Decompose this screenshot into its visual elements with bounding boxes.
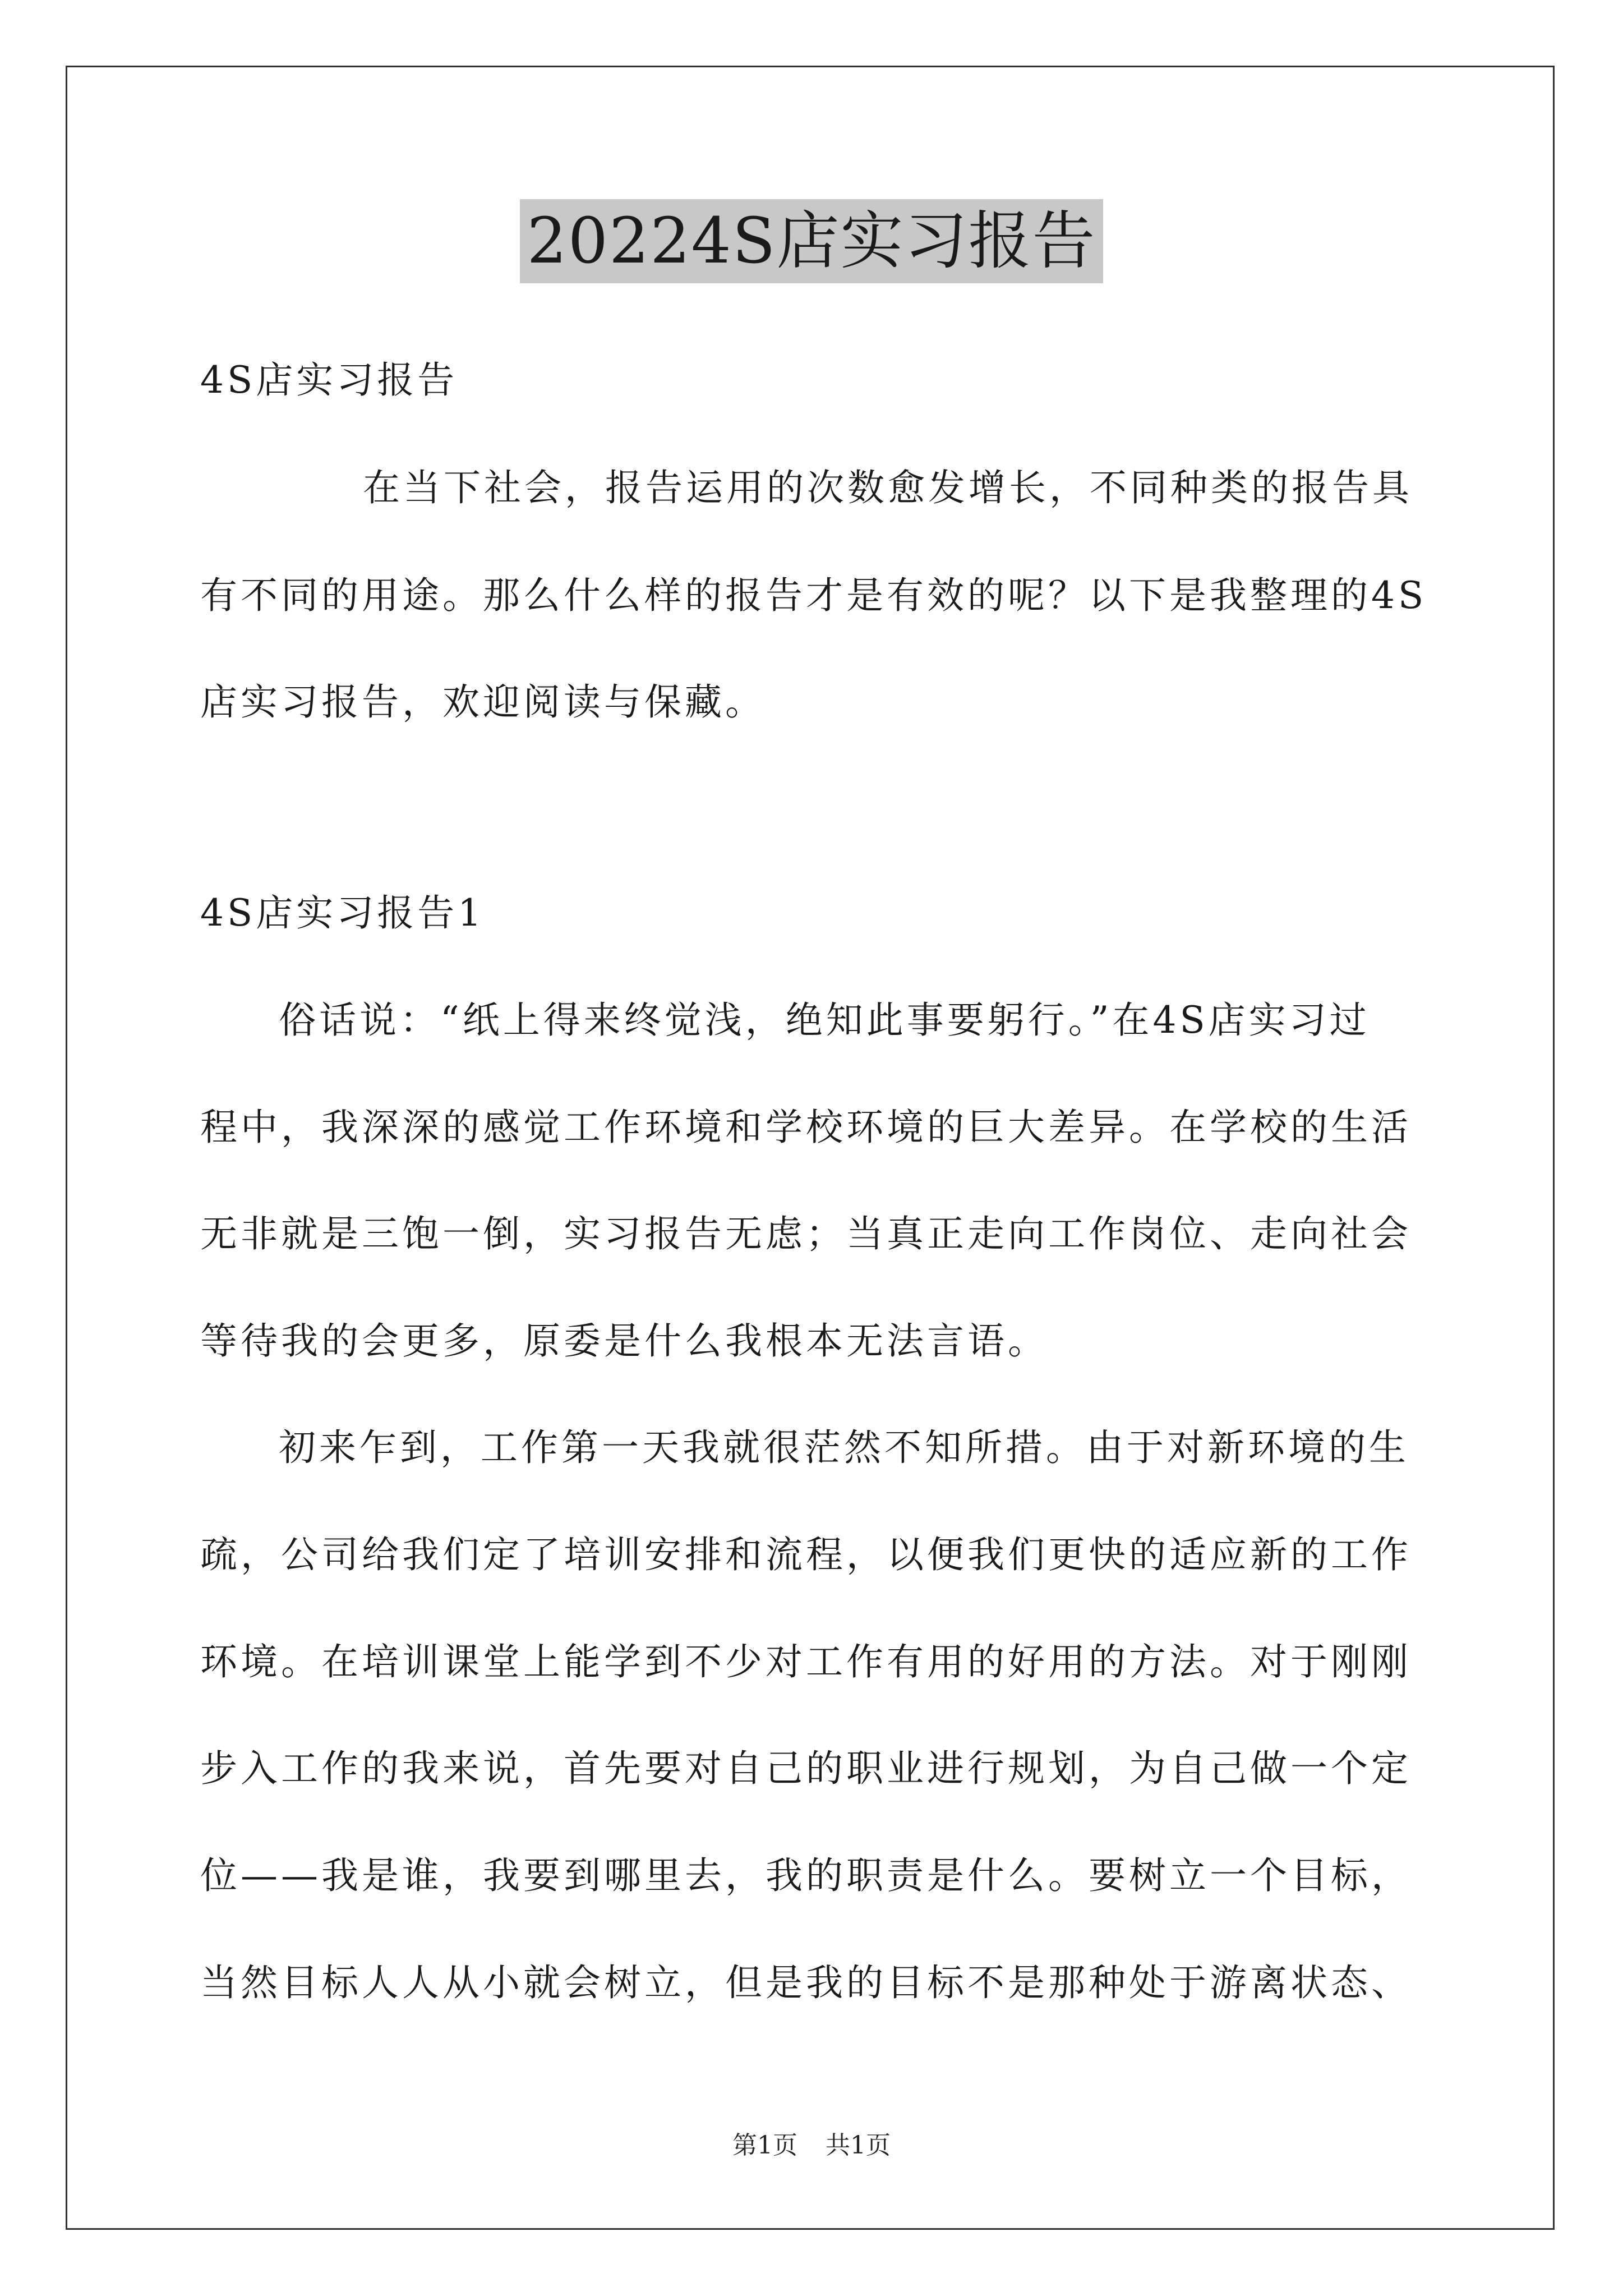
title-container — [0, 199, 1623, 283]
intro-line: 店实习报告，欢迎阅读与保藏。 — [200, 680, 766, 724]
intro-line: 在当下社会，报告运用的次数愈发增长，不同种类的报告具 — [363, 466, 1413, 509]
page-footer — [0, 2129, 1623, 2162]
paragraph-line: 位——我是谁，我要到哪里去，我的职责是什么。要树立一个目标， — [200, 1854, 1412, 1897]
paragraph-line: 步入工作的我来说，首先要对自己的职业进行规划，为自己做一个定 — [200, 1747, 1412, 1790]
paragraph-line: 程中，我深深的感觉工作环境和学校环境的巨大差异。在学校的生活 — [200, 1106, 1412, 1149]
page-total: 共1页 — [826, 2131, 891, 2160]
paragraph-line: 无非就是三饱一倒，实习报告无虑；当真正走向工作岗位、走向社会 — [200, 1212, 1412, 1255]
paragraph-line: 疏，公司给我们定了培训安排和流程，以便我们更快的适应新的工作 — [200, 1533, 1412, 1576]
section-heading: 4S店实习报告1 — [200, 891, 485, 935]
paragraph-line: 环境。在培训课堂上能学到不少对工作有用的好用的方法。对于刚刚 — [200, 1640, 1412, 1683]
paragraph-line: 当然目标人人从小就会树立，但是我的目标不是那种处于游离状态、 — [200, 1961, 1412, 2004]
document-title: 20224S店实习报告 — [520, 199, 1103, 283]
page-number: 第1页 — [732, 2131, 797, 2160]
document-subtitle: 4S店实习报告 — [200, 358, 458, 402]
intro-line: 有不同的用途。那么什么样的报告才是有效的呢？以下是我整理的4S — [200, 574, 1427, 617]
paragraph-line: 俗话说：“纸上得来终觉浅，绝知此事要躬行。”在4S店实习过 — [279, 999, 1370, 1042]
paragraph-line: 等待我的会更多，原委是什么我根本无法言语。 — [200, 1319, 1048, 1363]
paragraph-line: 初来乍到，工作第一天我就很茫然不知所措。由于对新环境的生 — [279, 1426, 1409, 1469]
